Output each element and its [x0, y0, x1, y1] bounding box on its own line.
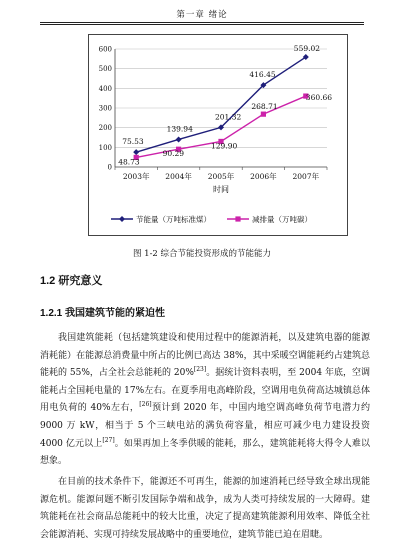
data-label: 360.66 [305, 93, 333, 103]
series-2-point [261, 112, 266, 117]
header-rule-thin [40, 24, 364, 25]
data-label: 201.32 [215, 112, 242, 122]
citation-ref: [23] [193, 366, 207, 374]
subsection-heading: 1.2.1 我国建筑节能的紧迫性 [40, 308, 166, 319]
data-label: 139.94 [166, 124, 193, 134]
data-label: 268.71 [251, 102, 278, 112]
paragraph-1-text-a: 我国建筑能耗（包括建筑建设和使用过程中的能源消耗，以及建筑电器的能源消耗能）在能源总消费量中所占的比例已高达 38%，其中采暖空调能耗约占建筑总能耗的 55%，占全社会总能耗的 20% [40, 333, 370, 379]
legend-marker-1 [119, 216, 125, 222]
y-tick-label: 300 [98, 104, 112, 113]
y-tick-label: 0 [107, 163, 112, 172]
x-tick-label: 2007年 [292, 172, 320, 181]
x-tick-label: 2004年 [165, 172, 192, 181]
paragraph-1 [40, 330, 370, 471]
citation-ref: [26] [139, 401, 152, 409]
series-1-point [176, 136, 182, 142]
y-tick-label: 500 [98, 65, 112, 74]
paragraph-2: 在目前的技术条件下，能源还不可再生，能源的加速消耗已经导致全球出现能源危机。能源问题不断引发国际争端和战争，成为人类可持续发展的一大障碍。建筑能耗在社会商品总能耗中的较大比重，决定了提高建筑能源利用效率、降低全社会能源消耗、实现可持续发展战略中的重要地位，建筑节能已迫在眉睫。 [40, 477, 370, 540]
series-line-1 [136, 57, 306, 152]
y-tick-label: 400 [98, 84, 112, 93]
y-tick-label: 600 [98, 45, 112, 54]
header-rule [40, 22, 364, 23]
paragraph-1-text-c: 预计到 2020 年，中国内地空调高峰负荷节电潜力约 9000 万 kW，相当于 5 个三峡电站的满负荷容量，相应可减少电力建设投资 4000 亿元以上 [40, 403, 370, 449]
series-1-point [133, 149, 139, 155]
legend-label-1: 节能量（万吨标准煤） [136, 215, 211, 224]
data-label: 48.73 [118, 157, 140, 167]
paragraph-1-text-d: 。如果再加上冬季供暖的能耗，那么，建筑能耗将大得令人难以想象。 [40, 438, 370, 467]
x-axis-title: 时间 [213, 185, 229, 194]
x-tick-label: 2005年 [207, 172, 235, 181]
chart-svg [89, 35, 347, 235]
data-label: 90.29 [162, 149, 185, 159]
legend-label-2: 减排量（万吨碳） [252, 215, 312, 224]
data-label: 559.02 [293, 44, 321, 54]
section-heading: 1.2 研究意义 [40, 275, 103, 287]
citation-ref: [27] [102, 436, 115, 444]
running-header: 第一章 绪论 [176, 10, 228, 20]
y-tick-label: 200 [98, 124, 112, 133]
energy-saving-chart [88, 34, 348, 236]
data-label: 416.45 [249, 70, 276, 80]
paragraph-1-text-b: 。据统计资料表明，至 2004 年底，空调能耗占全国耗电量的 17%左右。在夏季用电高峰阶段，空调用电负荷高达城镇总体用电负荷的 40%左右， [40, 368, 370, 414]
x-tick-label: 2003年 [122, 172, 150, 181]
data-label: 129.90 [211, 141, 238, 151]
x-tick-label: 2006年 [250, 172, 277, 181]
data-label: 75.53 [122, 137, 144, 147]
figure-caption: 图 1-2 综合节能投资形成的节能能力 [132, 249, 272, 259]
y-tick-label: 100 [98, 143, 112, 152]
legend-marker-2 [235, 216, 240, 221]
